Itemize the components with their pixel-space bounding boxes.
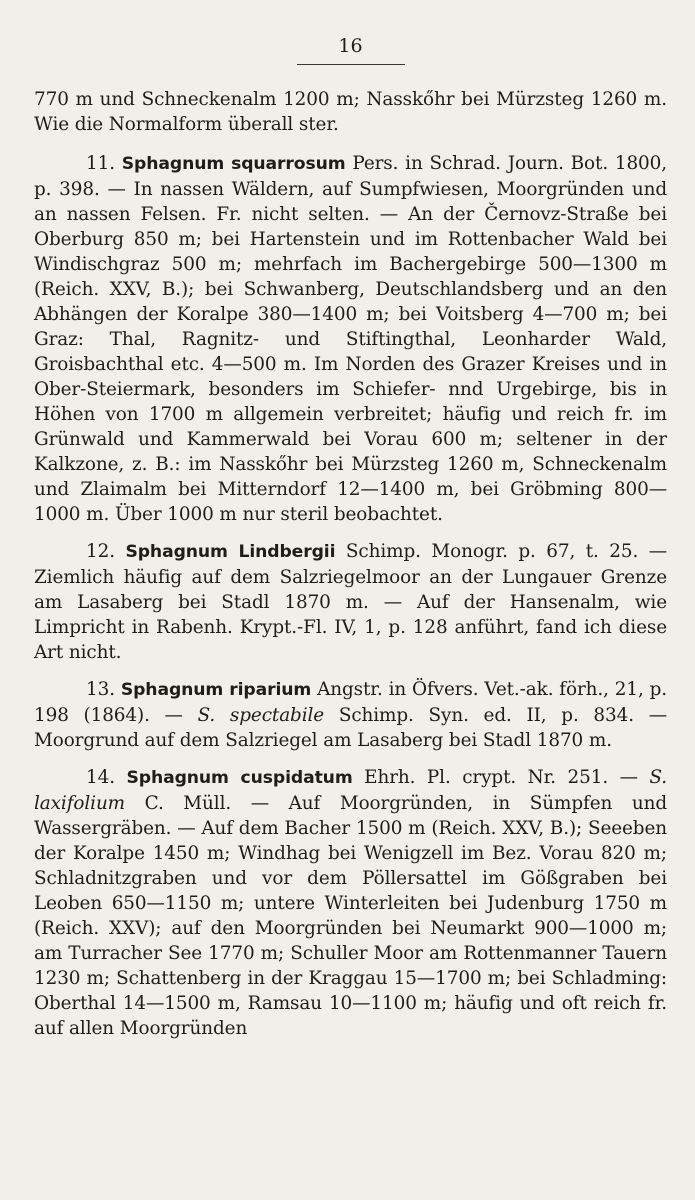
entry-11	[34, 151, 667, 527]
entry-text: Ehrh. Pl. crypt. Nr. 251. —	[352, 767, 650, 788]
entry-text: Angstr. in Öfvers. Vet.-ak. förh., 21, p. 198 (1864). —	[34, 679, 667, 726]
entry-14	[34, 765, 667, 1041]
page-number: 16	[338, 35, 363, 57]
entry-number: 13.	[86, 679, 115, 700]
body-text	[34, 87, 667, 1041]
synonym-name: S. laxifolium	[34, 767, 667, 814]
entry-number: 11.	[86, 153, 115, 174]
paragraph-text: 770 m und Schneckenalm 1200 m; Nasskőhr bei Mürzsteg 1260 m. Wie die Normalform überall ster.	[34, 89, 667, 135]
entry-text: Pers. in Schrad. Journ. Bot. 1800, p. 398. — In nassen Wäldern, auf Sumpfwiesen, Moorgründen und an nassen Felsen. Fr. nicht selten. — An der Černovz-Straße bei Oberburg 850 m; bei Hartenstein und im Rottenbacher Wald bei Windischgraz 500 m; mehrfach im Bachergebirge 500—1300 m (Reich. XXV, B.); bei Schwanberg, Deutschlandsberg und an den Abhängen der Koralpe 380—1400 m; bei Voitsberg 4—700 m; bei Graz: Thal, Ragnitz- und Stiftingthal, Leonharder Wald, Groisbachthal etc. 4—500 m. Im Norden des Grazer Kreises und in Ober-Steiermark, besonders im Schiefer- nnd Urgebirge, bis in Höhen von 1700 m allgemein verbreitet; häufig und reich fr. im Grünwald und Kammerwald bei Vorau 600 m; seltener in der Kalkzone, z. B.: im Nasskőhr bei Mürzsteg 1260 m, Schneckenalm und Zlaimalm bei Mitterndorf 12—1400 m, bei Gröbming 800—1000 m. Über 1000 m nur steril beobachtet.	[34, 153, 668, 525]
entry-13	[34, 677, 667, 753]
entry-number: 14.	[86, 767, 115, 788]
header-rule	[297, 64, 405, 65]
species-name: Sphagnum cuspidatum	[126, 768, 353, 788]
entry-text: Schimp. Monogr. p. 67, t. 25. — Ziemlich häufig auf dem Salzriegelmoor an der Lungauer Grenze am Lasaberg bei Stadl 1870 m. — Auf der Hansenalm, wie Limpricht in Rabenh. Krypt.-Fl. IV, 1, p. 128 anführt, fand ich diese Art nicht.	[34, 541, 667, 663]
paragraph-continuation	[34, 87, 667, 137]
species-name: Sphagnum riparium	[120, 680, 312, 700]
entry-text: C. Müll. — Auf Moorgründen, in Sümpfen und Wassergräben. — Auf dem Bacher 1500 m (Reich. XXV, B.); Seeeben der Koralpe 1450 m; Windhag bei Wenigzell im Bez. Vorau 820 m; Schladnitzgraben und vor dem Pöllersattel im Gößgraben bei Leoben 650—1150 m; untere Winterleiten bei Judenburg 1750 m (Reich. XXV); auf den Moorgründen bei Neumarkt 900—1000 m; am Turracher See 1770 m; Schuller Moor am Rottenmanner Tauern 1230 m; Schattenberg in der Kraggau 15—1700 m; bei Schladming: Oberthal 14—1500 m, Ramsau 10—1100 m; häufig und oft reich fr. auf allen Moorgründen	[34, 793, 667, 1039]
synonym-name: S. spectabile	[197, 705, 325, 726]
page-header	[34, 34, 667, 65]
entry-12	[34, 539, 667, 665]
entry-number: 12.	[86, 541, 115, 562]
species-name: Sphagnum squarrosum	[121, 154, 346, 174]
species-name: Sphagnum Lindbergii	[125, 542, 336, 562]
entry-text: Schimp. Syn. ed. II, p. 834. — Moorgrund auf dem Salzriegel am Lasaberg bei Stadl 1870 m.	[34, 705, 667, 751]
